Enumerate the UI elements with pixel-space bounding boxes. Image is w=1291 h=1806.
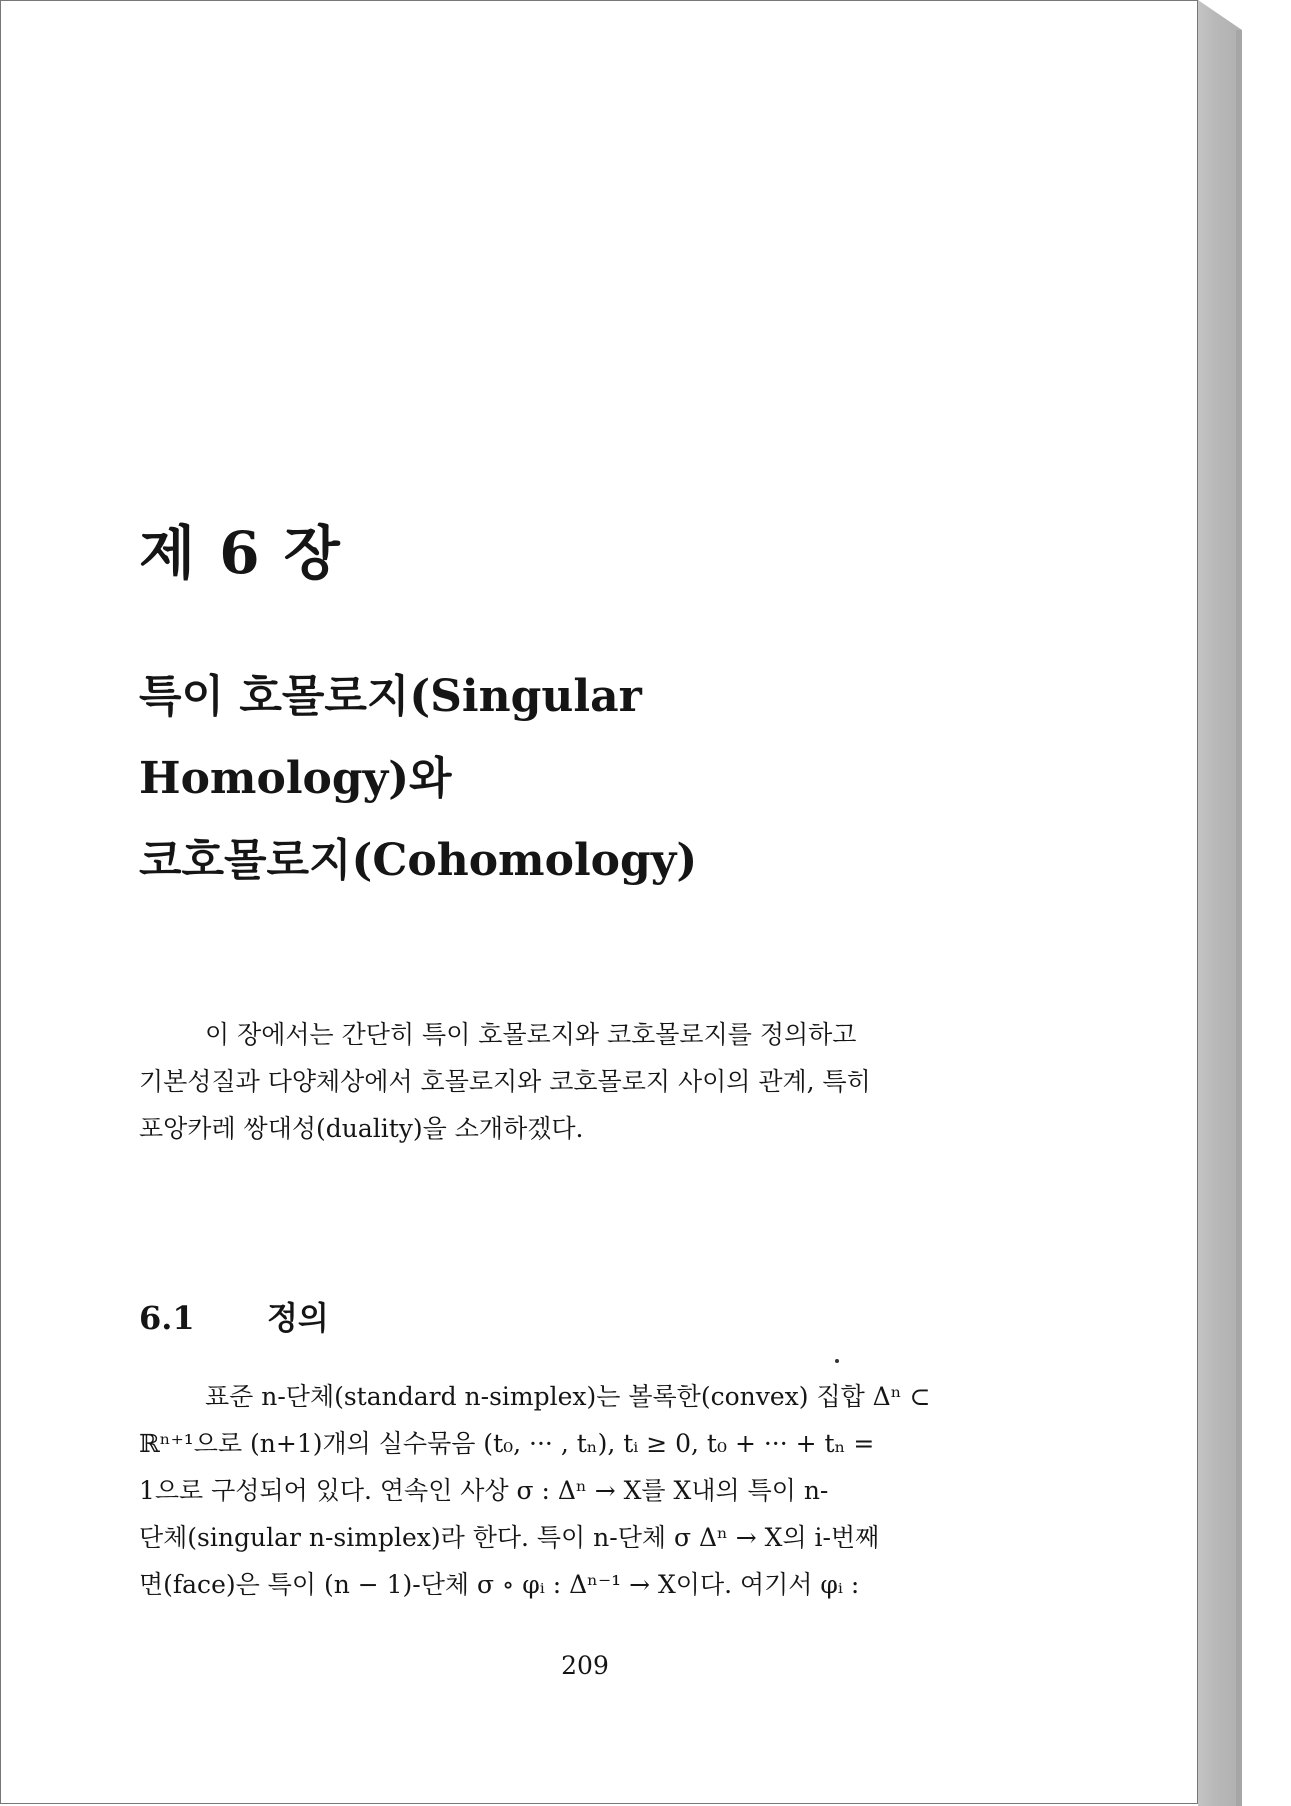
section-heading [139, 1293, 329, 1339]
body-line: 1으로 구성되어 있다. 연속인 사상 σ : Δⁿ → X를 X내의 특이 n- [139, 1476, 829, 1505]
chapter-title [139, 656, 697, 902]
section-number: 6.1 [139, 1299, 195, 1337]
body-line: 단체(singular n-simplex)라 한다. 특이 n-단체 σ Δⁿ → X의 i-번째 [139, 1523, 880, 1552]
body-line: 표준 n-단체(standard n-simplex)는 볼록한(convex) 집합 Δⁿ ⊂ [205, 1382, 931, 1411]
intro-paragraph [139, 1011, 1019, 1152]
section-title: 정의 [267, 1299, 329, 1337]
body-line: ℝⁿ⁺¹으로 (n+1)개의 실수묶음 (t₀, ··· , tₙ), tᵢ ≥ 0, t₀ + ··· + tₙ = [139, 1429, 875, 1458]
chapter-title-line: Homology)와 [139, 753, 452, 804]
body-line: 면(face)은 특이 (n − 1)-단체 σ ∘ φᵢ : Δⁿ⁻¹ → X이다. 여기서 φᵢ : [139, 1570, 860, 1599]
page-number: 209 [561, 1651, 609, 1680]
book-spine-shadow [1236, 30, 1242, 1806]
chapter-title-line: 코호몰로지(Cohomology) [139, 835, 698, 886]
intro-line: 이 장에서는 간단히 특이 호몰로지와 코호몰로지를 정의하고 [205, 1020, 857, 1049]
intro-line: 기본성질과 다양체상에서 호몰로지와 코호몰로지 사이의 관계, 특히 [139, 1067, 871, 1096]
chapter-number: 제 6 장 [139, 519, 342, 587]
chapter-title-line: 특이 호몰로지(Singular [139, 671, 642, 722]
intro-line: 포앙카레 쌍대성(duality)을 소개하겠다. [139, 1114, 584, 1143]
print-speck [835, 1359, 839, 1363]
body-paragraph [139, 1373, 1019, 1608]
